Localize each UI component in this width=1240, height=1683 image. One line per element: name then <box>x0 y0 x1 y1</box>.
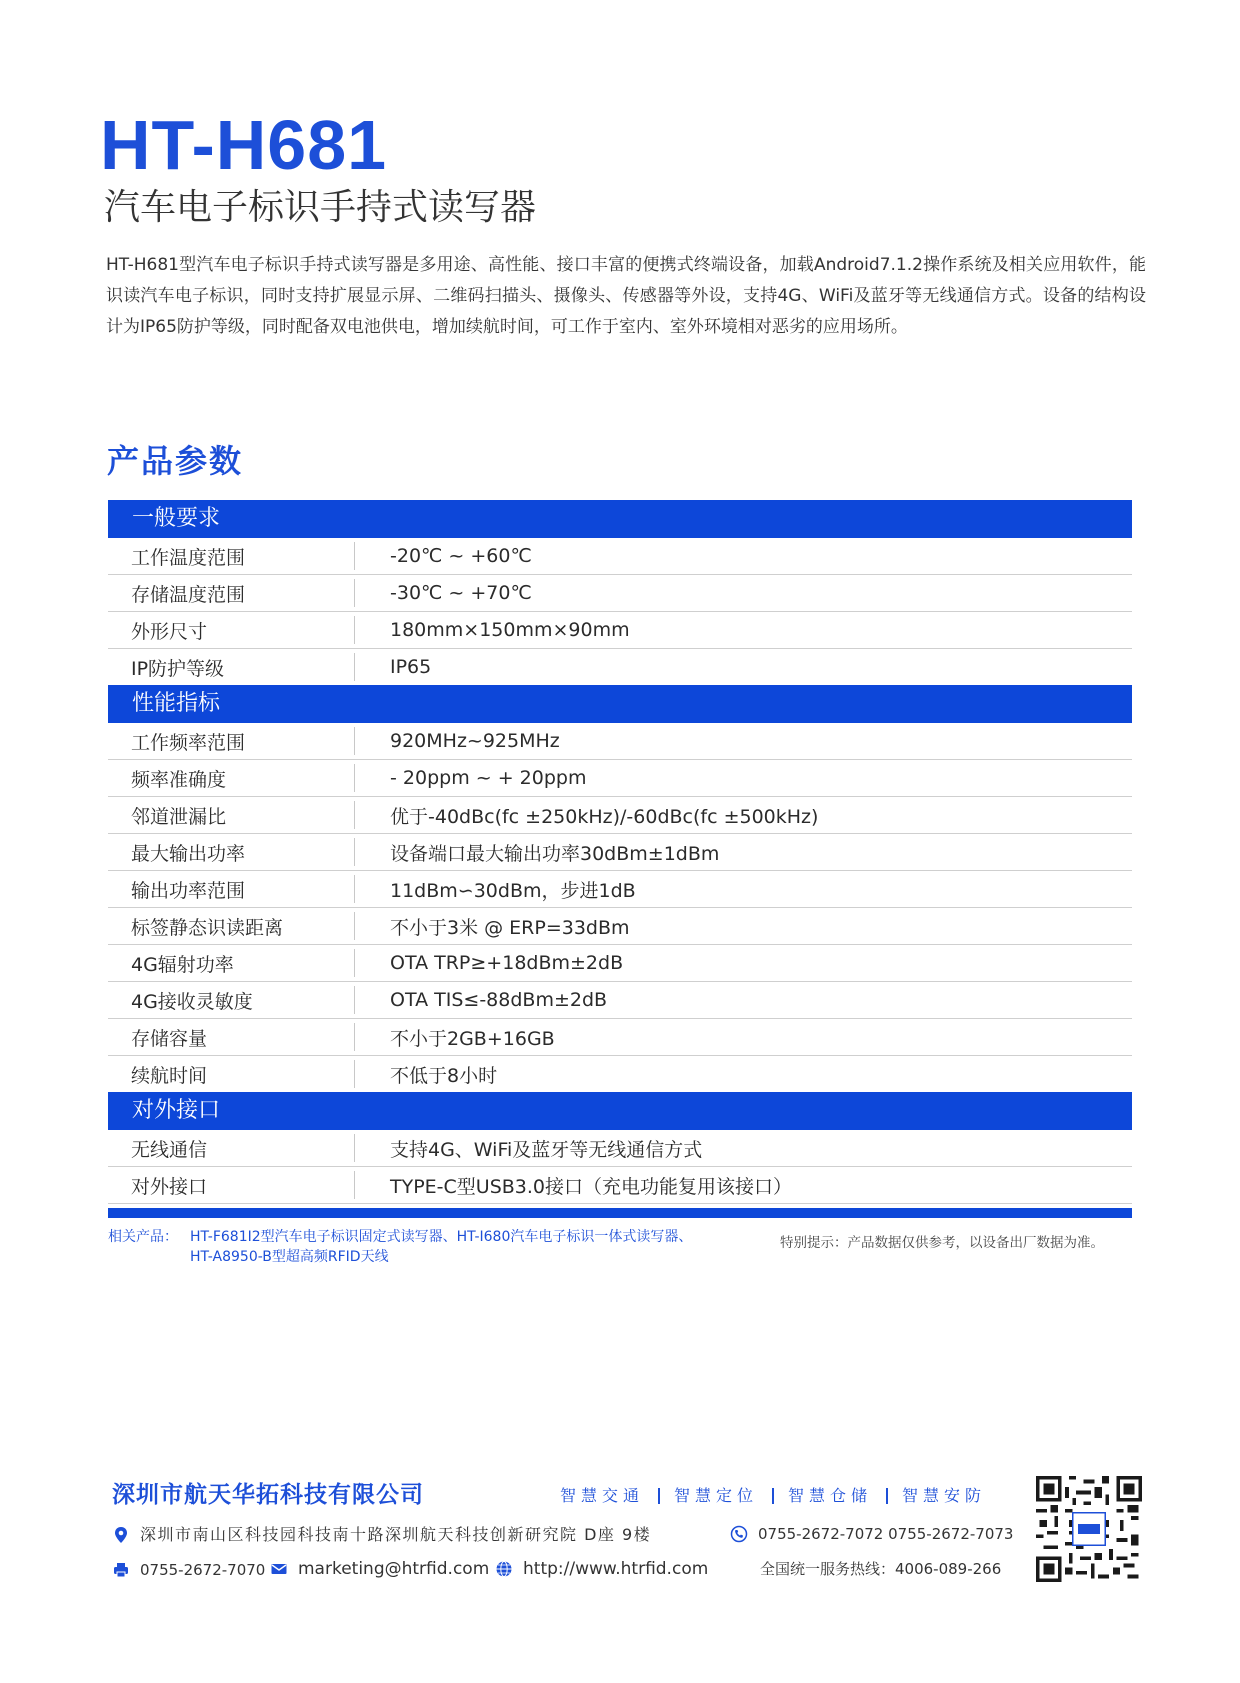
mail-icon <box>270 1560 288 1578</box>
spec-label: 输出功率范围 <box>131 879 246 902</box>
spec-label: 邻道泄漏比 <box>131 805 227 828</box>
spec-value: OTA TRP≥+18dBm±2dB <box>390 952 624 974</box>
related-products-line: HT-F681I2型汽车电子标识固定式读写器、HT-I680汽车电子标识一体式读写器、 <box>190 1229 693 1245</box>
spec-label: 存储温度范围 <box>131 583 246 606</box>
email-address[interactable]: marketing@htrfid.com <box>298 1559 490 1579</box>
spec-row <box>108 1056 1132 1092</box>
spec-label: 对外接口 <box>131 1175 208 1198</box>
fax-number: 0755-2672-7070 <box>140 1561 266 1579</box>
address-row <box>112 1523 651 1547</box>
spec-row <box>108 908 1132 945</box>
spec-row <box>108 834 1132 871</box>
spec-value: OTA TIS≤-88dBm±2dB <box>390 989 608 1011</box>
company-name: 深圳市航天华拓科技有限公司 <box>112 1482 424 1508</box>
spec-value: 不小于2GB+16GB <box>390 1027 555 1050</box>
spec-value: 920MHz~925MHz <box>390 730 560 752</box>
section-header-general: 一般要求 <box>108 500 1132 538</box>
phone-numbers: 0755-2672-7072 0755-2672-7073 <box>758 1525 1014 1543</box>
table-bottom-bar <box>108 1208 1132 1218</box>
phone-row <box>730 1522 1013 1546</box>
spec-label: 续航时间 <box>131 1064 208 1087</box>
tagline: 智慧仓储 <box>788 1486 873 1505</box>
spec-label: 标签静态识读距离 <box>131 916 284 939</box>
spec-label: 工作温度范围 <box>131 546 246 569</box>
spec-value: -30℃ ~ +70℃ <box>390 582 532 604</box>
spec-value: 支持4G、WiFi及蓝牙等无线通信方式 <box>390 1138 703 1161</box>
qr-code-icon <box>1036 1476 1142 1582</box>
spec-row <box>108 982 1132 1019</box>
address-text: 深圳市南山区科技园科技南十路深圳航天科技创新研究院 D座 9楼 <box>140 1525 652 1544</box>
globe-icon <box>495 1560 513 1578</box>
spec-label: 外形尺寸 <box>131 620 208 643</box>
tagline: 智慧安防 <box>902 1486 987 1505</box>
spec-row <box>108 575 1132 612</box>
spec-label: IP防护等级 <box>131 657 225 680</box>
product-intro: HT-H681型汽车电子标识手持式读写器是多用途、高性能、接口丰富的便携式终端设备，加载Android7.1.2操作系统及相关应用软件，能识读汽车电子标识，同时支持扩展显示屏、二维码扫描头、摄像头、传感器等外设，支持4G、WiFi及蓝牙等无线通信方式。设备的结构设计为IP65防护等级，同时配备双电池供电，增加续航时间，可工作于室内、室外环境相对恶劣的应用场所。 <box>106 255 1146 337</box>
related-products-label: 相关产品： <box>108 1229 178 1245</box>
spec-row <box>108 945 1132 982</box>
tagline-list <box>560 1484 986 1508</box>
spec-value: 优于-40dBc(fc ±250kHz)/-60dBc(fc ±500kHz) <box>390 805 819 828</box>
spec-value: 11dBm∽30dBm，步进1dB <box>390 879 636 902</box>
spec-value: - 20ppm ~ + 20ppm <box>390 767 587 789</box>
spec-label: 无线通信 <box>131 1138 208 1161</box>
spec-value: 180mm×150mm×90mm <box>390 619 630 641</box>
section-header-performance: 性能指标 <box>108 685 1132 723</box>
tagline: 智慧定位 <box>674 1486 759 1505</box>
service-hotline: 全国统一服务热线：4006-089-266 <box>760 1560 1002 1578</box>
spec-value: 设备端口最大输出功率30dBm±1dBm <box>390 842 720 865</box>
spec-label: 工作频率范围 <box>131 731 246 754</box>
email-row <box>270 1557 489 1581</box>
spec-row <box>108 1130 1132 1167</box>
website-link[interactable]: http://www.htrfid.com <box>523 1559 709 1579</box>
related-products-line: HT-A8950-B型超高频RFID天线 <box>190 1249 389 1265</box>
phone-icon <box>730 1525 748 1543</box>
spec-label: 最大输出功率 <box>131 842 246 865</box>
spec-value: 不低于8小时 <box>390 1064 498 1087</box>
spec-row <box>108 797 1132 834</box>
fax-row <box>112 1558 265 1582</box>
spec-row <box>108 760 1132 797</box>
spec-label: 4G接收灵敏度 <box>131 990 253 1013</box>
params-heading: 产品参数 <box>107 442 244 480</box>
spec-row <box>108 1167 1132 1204</box>
spec-label: 4G辐射功率 <box>131 953 234 976</box>
spec-value: 不小于3米 @ ERP=33dBm <box>390 916 630 939</box>
spec-row <box>108 649 1132 685</box>
section-header-interfaces: 对外接口 <box>108 1092 1132 1130</box>
spec-row <box>108 1019 1132 1056</box>
fax-icon <box>112 1561 130 1579</box>
location-pin-icon <box>112 1526 130 1544</box>
spec-row <box>108 538 1132 575</box>
website-row <box>495 1557 708 1581</box>
spec-row <box>108 871 1132 908</box>
tagline: 智慧交通 <box>560 1486 645 1505</box>
spec-label: 存储容量 <box>131 1027 208 1050</box>
spec-value: IP65 <box>390 656 432 678</box>
product-subtitle: 汽车电子标识手持式读写器 <box>104 187 537 228</box>
spec-table <box>108 500 1132 1218</box>
spec-value: -20℃ ~ +60℃ <box>390 545 532 567</box>
spec-value: TYPE-C型USB3.0接口（充电功能复用该接口） <box>390 1175 793 1198</box>
disclaimer-note: 特别提示：产品数据仅供参考，以设备出厂数据为准。 <box>780 1235 1104 1251</box>
model-title: HT-H681 <box>100 106 388 184</box>
spec-row <box>108 723 1132 760</box>
spec-row <box>108 612 1132 649</box>
spec-label: 频率准确度 <box>131 768 227 791</box>
